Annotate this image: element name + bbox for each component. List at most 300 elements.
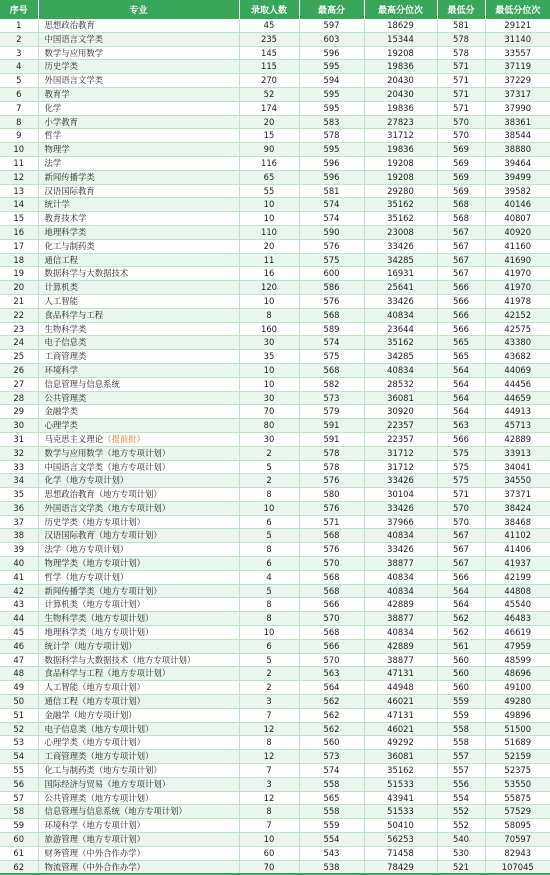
cell-admitted: 70 xyxy=(239,860,299,874)
cell-max-score: 576 xyxy=(299,294,364,308)
cell-max-rank: 44948 xyxy=(364,681,437,695)
cell-major xyxy=(38,750,239,764)
cell-major xyxy=(38,833,239,847)
cell-major xyxy=(38,253,239,267)
table-row xyxy=(0,736,550,750)
cell-index: 57 xyxy=(0,791,38,805)
cell-major xyxy=(38,198,239,212)
cell-index: 10 xyxy=(0,143,38,157)
cell-min-score: 566 xyxy=(437,432,485,446)
cell-max-score: 582 xyxy=(299,377,364,391)
major-name: 数学与应用数学 xyxy=(44,47,104,58)
major-plan-tag: （地方专项计划） xyxy=(94,765,162,776)
major-name: 心理学类 xyxy=(44,737,78,748)
major-plan-tag: （地方专项计划） xyxy=(61,544,129,555)
cell-max-score: 571 xyxy=(299,515,364,529)
cell-max-score: 568 xyxy=(299,363,364,377)
cell-index: 29 xyxy=(0,405,38,419)
table-row xyxy=(0,791,550,805)
cell-index: 26 xyxy=(0,363,38,377)
cell-max-score: 581 xyxy=(299,184,364,198)
cell-major xyxy=(38,405,239,419)
cell-max-rank: 31712 xyxy=(364,460,437,474)
cell-max-score: 576 xyxy=(299,501,364,515)
table-row xyxy=(0,819,550,833)
cell-min-score: 566 xyxy=(437,281,485,295)
major-plan-tag: （地方专项计划） xyxy=(78,737,145,748)
cell-max-rank: 46021 xyxy=(364,722,437,736)
cell-index: 6 xyxy=(0,87,38,101)
cell-max-rank: 42889 xyxy=(364,598,437,612)
cell-major xyxy=(38,225,239,239)
cell-admitted: 55 xyxy=(239,184,299,198)
table-row xyxy=(0,667,550,681)
major-name: 新闻传播学类 xyxy=(44,585,95,596)
cell-min-score: 566 xyxy=(437,308,485,322)
cell-major xyxy=(38,377,239,391)
cell-major xyxy=(38,419,239,433)
cell-index: 46 xyxy=(0,639,38,653)
cell-max-score: 595 xyxy=(299,60,364,74)
table-row xyxy=(0,777,550,791)
cell-index: 48 xyxy=(0,667,38,681)
cell-min-rank: 49280 xyxy=(485,695,550,709)
major-name: 数据科学与大数据技术 xyxy=(44,268,129,279)
cell-major xyxy=(38,294,239,308)
major-plan-tag: （地方专项计划） xyxy=(103,461,171,472)
cell-admitted: 174 xyxy=(239,101,299,115)
cell-major xyxy=(38,474,239,488)
cell-max-score: 578 xyxy=(299,129,364,143)
major-name: 统计学 xyxy=(44,199,70,210)
cell-max-score: 562 xyxy=(299,708,364,722)
major-name: 外国语言文学类 xyxy=(44,502,104,513)
cell-min-rank: 55875 xyxy=(485,791,550,805)
cell-max-rank: 28532 xyxy=(364,377,437,391)
cell-min-score: 570 xyxy=(437,115,485,129)
table-row xyxy=(0,184,550,198)
cell-min-score: 558 xyxy=(437,722,485,736)
cell-admitted: 2 xyxy=(239,667,299,681)
cell-index: 43 xyxy=(0,598,38,612)
cell-min-rank: 42152 xyxy=(485,308,550,322)
cell-min-rank: 45540 xyxy=(485,598,550,612)
cell-admitted: 116 xyxy=(239,156,299,170)
major-plan-tag: （地方专项计划） xyxy=(61,571,129,582)
header-admitted: 录取人数 xyxy=(239,0,299,19)
cell-admitted: 52 xyxy=(239,87,299,101)
cell-max-score: 597 xyxy=(299,19,364,32)
cell-max-rank: 33426 xyxy=(364,474,437,488)
cell-max-score: 568 xyxy=(299,570,364,584)
cell-major xyxy=(38,777,239,791)
cell-index: 33 xyxy=(0,460,38,474)
cell-max-rank: 29280 xyxy=(364,184,437,198)
table-body xyxy=(0,19,550,874)
major-name: 法学 xyxy=(44,544,62,555)
cell-admitted: 5 xyxy=(239,653,299,667)
cell-admitted: 11 xyxy=(239,253,299,267)
cell-min-score: 569 xyxy=(437,143,485,157)
cell-admitted: 3 xyxy=(239,777,299,791)
cell-min-score: 560 xyxy=(437,681,485,695)
cell-max-rank: 20430 xyxy=(364,74,437,88)
major-name: 统计学 xyxy=(44,640,70,651)
cell-min-rank: 42889 xyxy=(485,432,550,446)
major-plan-tag: （地方专项计划） xyxy=(78,516,145,527)
cell-min-rank: 40920 xyxy=(485,225,550,239)
table-row xyxy=(0,32,550,46)
table-row xyxy=(0,87,550,101)
cell-admitted: 145 xyxy=(239,46,299,60)
cell-major xyxy=(38,32,239,46)
cell-max-rank: 40834 xyxy=(364,584,437,598)
cell-index: 19 xyxy=(0,267,38,281)
cell-max-score: 573 xyxy=(299,391,364,405)
cell-min-score: 566 xyxy=(437,322,485,336)
cell-major xyxy=(38,129,239,143)
cell-index: 36 xyxy=(0,501,38,515)
cell-max-rank: 71458 xyxy=(364,846,437,860)
cell-max-rank: 38877 xyxy=(364,557,437,571)
major-plan-tag: （地方专项计划） xyxy=(78,834,145,845)
table-row xyxy=(0,419,550,433)
cell-admitted: 8 xyxy=(239,488,299,502)
table-row xyxy=(0,626,550,640)
cell-min-score: 552 xyxy=(437,819,485,833)
cell-max-rank: 49292 xyxy=(364,736,437,750)
cell-max-rank: 30920 xyxy=(364,405,437,419)
cell-min-score: 564 xyxy=(437,584,485,598)
cell-index: 3 xyxy=(0,46,38,60)
cell-index: 45 xyxy=(0,626,38,640)
cell-admitted: 5 xyxy=(239,460,299,474)
major-plan-tag: （提前批） xyxy=(103,433,145,444)
cell-index: 30 xyxy=(0,419,38,433)
cell-admitted: 12 xyxy=(239,722,299,736)
cell-major xyxy=(38,819,239,833)
table-row xyxy=(0,501,550,515)
table-row xyxy=(0,267,550,281)
cell-min-rank: 70597 xyxy=(485,833,550,847)
cell-admitted: 16 xyxy=(239,267,299,281)
cell-min-rank: 107045 xyxy=(485,860,550,874)
major-plan-tag: （地方专项计划） xyxy=(103,502,171,513)
cell-major xyxy=(38,239,239,253)
major-name: 生物科学类 xyxy=(44,323,87,334)
cell-min-score: 559 xyxy=(437,695,485,709)
cell-max-rank: 47131 xyxy=(364,667,437,681)
cell-major xyxy=(38,501,239,515)
cell-max-rank: 40834 xyxy=(364,570,437,584)
cell-index: 15 xyxy=(0,212,38,226)
cell-min-score: 554 xyxy=(437,791,485,805)
table-row xyxy=(0,695,550,709)
cell-max-score: 568 xyxy=(299,626,364,640)
cell-index: 49 xyxy=(0,681,38,695)
table-row xyxy=(0,294,550,308)
cell-max-rank: 47131 xyxy=(364,708,437,722)
cell-admitted: 65 xyxy=(239,170,299,184)
table-row xyxy=(0,391,550,405)
major-name: 生物科学类 xyxy=(44,613,87,624)
cell-admitted: 160 xyxy=(239,322,299,336)
table-row xyxy=(0,833,550,847)
cell-major xyxy=(38,308,239,322)
major-name: 食品科学与工程 xyxy=(44,309,104,320)
header-min-rank: 最低分位次 xyxy=(485,0,550,19)
cell-max-score: 574 xyxy=(299,198,364,212)
cell-admitted: 45 xyxy=(239,19,299,32)
major-name: 外国语言文学类 xyxy=(44,75,104,86)
cell-index: 44 xyxy=(0,612,38,626)
cell-max-score: 562 xyxy=(299,695,364,709)
cell-min-rank: 39499 xyxy=(485,170,550,184)
cell-admitted: 7 xyxy=(239,708,299,722)
cell-major xyxy=(38,267,239,281)
cell-min-rank: 42199 xyxy=(485,570,550,584)
header-min-score: 最低分 xyxy=(437,0,485,19)
cell-max-rank: 40834 xyxy=(364,308,437,322)
cell-max-rank: 37966 xyxy=(364,515,437,529)
major-name: 电子信息类 xyxy=(44,337,87,348)
cell-major xyxy=(38,557,239,571)
table-row xyxy=(0,846,550,860)
cell-min-score: 530 xyxy=(437,846,485,860)
cell-max-score: 566 xyxy=(299,639,364,653)
cell-max-rank: 19836 xyxy=(364,143,437,157)
major-name: 国际经济与贸易 xyxy=(44,778,104,789)
cell-min-rank: 53550 xyxy=(485,777,550,791)
cell-max-rank: 33426 xyxy=(364,543,437,557)
table-row xyxy=(0,570,550,584)
cell-major xyxy=(38,722,239,736)
cell-min-rank: 82943 xyxy=(485,846,550,860)
cell-min-rank: 41690 xyxy=(485,253,550,267)
cell-min-score: 568 xyxy=(437,198,485,212)
cell-admitted: 7 xyxy=(239,764,299,778)
major-plan-tag: （地方专项计划） xyxy=(119,806,187,817)
cell-max-rank: 33426 xyxy=(364,294,437,308)
cell-admitted: 15 xyxy=(239,129,299,143)
table-row xyxy=(0,253,550,267)
major-name: 汉语国际教育 xyxy=(44,185,95,196)
cell-admitted: 10 xyxy=(239,212,299,226)
table-row xyxy=(0,308,550,322)
cell-index: 55 xyxy=(0,764,38,778)
cell-max-score: 575 xyxy=(299,350,364,364)
major-plan-tag: （地方专项计划） xyxy=(69,709,137,720)
cell-max-rank: 33426 xyxy=(364,239,437,253)
cell-min-rank: 34041 xyxy=(485,460,550,474)
major-name: 人工智能 xyxy=(44,295,78,306)
cell-min-rank: 44456 xyxy=(485,377,550,391)
cell-min-score: 570 xyxy=(437,515,485,529)
cell-min-score: 564 xyxy=(437,598,485,612)
cell-max-score: 574 xyxy=(299,212,364,226)
cell-min-rank: 57529 xyxy=(485,805,550,819)
cell-index: 25 xyxy=(0,350,38,364)
major-name: 通信工程 xyxy=(44,254,78,265)
table-row xyxy=(0,557,550,571)
cell-min-score: 569 xyxy=(437,170,485,184)
cell-min-score: 570 xyxy=(437,501,485,515)
major-name: 数学与应用数学 xyxy=(44,447,104,458)
cell-min-rank: 44069 xyxy=(485,363,550,377)
cell-min-score: 562 xyxy=(437,626,485,640)
cell-admitted: 10 xyxy=(239,833,299,847)
cell-max-score: 600 xyxy=(299,267,364,281)
major-plan-tag: （地方专项计划） xyxy=(103,778,171,789)
cell-max-rank: 36081 xyxy=(364,391,437,405)
major-name: 旅游管理 xyxy=(44,834,78,845)
cell-min-rank: 39582 xyxy=(485,184,550,198)
cell-min-rank: 41937 xyxy=(485,557,550,571)
table-row xyxy=(0,584,550,598)
cell-max-score: 578 xyxy=(299,460,364,474)
major-plan-tag: （地方专项计划） xyxy=(128,654,196,665)
cell-index: 31 xyxy=(0,432,38,446)
cell-max-score: 564 xyxy=(299,681,364,695)
cell-major xyxy=(38,446,239,460)
major-name: 新闻传播学类 xyxy=(44,171,95,182)
cell-major xyxy=(38,460,239,474)
cell-major xyxy=(38,170,239,184)
cell-min-rank: 38468 xyxy=(485,515,550,529)
cell-max-score: 568 xyxy=(299,584,364,598)
table-row xyxy=(0,612,550,626)
cell-max-score: 543 xyxy=(299,846,364,860)
major-name: 计算机类 xyxy=(44,599,78,610)
cell-min-score: 570 xyxy=(437,129,485,143)
cell-min-score: 571 xyxy=(437,87,485,101)
cell-index: 56 xyxy=(0,777,38,791)
cell-max-score: 566 xyxy=(299,598,364,612)
cell-major xyxy=(38,19,239,32)
cell-major xyxy=(38,212,239,226)
cell-min-score: 557 xyxy=(437,764,485,778)
cell-major xyxy=(38,639,239,653)
cell-admitted: 20 xyxy=(239,115,299,129)
cell-min-rank: 44808 xyxy=(485,584,550,598)
major-plan-tag: （地方专项计划） xyxy=(69,640,137,651)
cell-max-rank: 18629 xyxy=(364,19,437,32)
major-name: 心理学类 xyxy=(44,420,78,431)
cell-min-score: 566 xyxy=(437,570,485,584)
cell-min-rank: 40807 xyxy=(485,212,550,226)
cell-min-rank: 37371 xyxy=(485,488,550,502)
table-row xyxy=(0,639,550,653)
cell-admitted: 5 xyxy=(239,529,299,543)
cell-min-rank: 42575 xyxy=(485,322,550,336)
cell-major xyxy=(38,653,239,667)
cell-max-rank: 36081 xyxy=(364,750,437,764)
cell-max-score: 596 xyxy=(299,46,364,60)
cell-admitted: 270 xyxy=(239,74,299,88)
cell-major xyxy=(38,46,239,60)
cell-max-score: 575 xyxy=(299,253,364,267)
cell-max-score: 580 xyxy=(299,488,364,502)
cell-index: 16 xyxy=(0,225,38,239)
table-row xyxy=(0,225,550,239)
major-name: 化学 xyxy=(44,475,62,486)
cell-max-rank: 34285 xyxy=(364,350,437,364)
major-plan-tag: （地方专项计划） xyxy=(86,613,154,624)
cell-min-score: 521 xyxy=(437,860,485,874)
cell-major xyxy=(38,115,239,129)
major-name: 金融学类 xyxy=(44,406,78,417)
cell-max-rank: 51533 xyxy=(364,805,437,819)
cell-max-score: 579 xyxy=(299,405,364,419)
cell-min-rank: 51689 xyxy=(485,736,550,750)
cell-index: 2 xyxy=(0,32,38,46)
cell-index: 11 xyxy=(0,156,38,170)
cell-major xyxy=(38,391,239,405)
table-row xyxy=(0,405,550,419)
cell-min-score: 568 xyxy=(437,212,485,226)
table-row xyxy=(0,74,550,88)
major-name: 公共管理类 xyxy=(44,392,87,403)
major-plan-tag: （地方专项计划） xyxy=(94,489,162,500)
cell-max-rank: 27823 xyxy=(364,115,437,129)
cell-min-score: 571 xyxy=(437,60,485,74)
major-name: 思想政治教育 xyxy=(44,20,95,30)
major-name: 汉语国际教育 xyxy=(44,530,95,541)
cell-major xyxy=(38,764,239,778)
cell-min-rank: 29121 xyxy=(485,19,550,32)
table-row xyxy=(0,198,550,212)
major-name: 环境科学 xyxy=(44,364,78,375)
cell-major xyxy=(38,515,239,529)
cell-min-rank: 41102 xyxy=(485,529,550,543)
cell-min-rank: 45713 xyxy=(485,419,550,433)
major-name: 公共管理类 xyxy=(44,792,87,803)
cell-max-rank: 15344 xyxy=(364,32,437,46)
cell-max-score: 574 xyxy=(299,764,364,778)
cell-min-rank: 44659 xyxy=(485,391,550,405)
cell-index: 35 xyxy=(0,488,38,502)
cell-major xyxy=(38,350,239,364)
cell-max-score: 558 xyxy=(299,805,364,819)
table-row xyxy=(0,19,550,32)
major-plan-tag: （地方专项计划） xyxy=(78,696,145,707)
cell-min-rank: 41978 xyxy=(485,294,550,308)
table-row xyxy=(0,708,550,722)
cell-max-score: 554 xyxy=(299,833,364,847)
cell-min-score: 557 xyxy=(437,750,485,764)
cell-max-score: 586 xyxy=(299,281,364,295)
cell-min-score: 565 xyxy=(437,350,485,364)
cell-max-rank: 56253 xyxy=(364,833,437,847)
major-name: 工商管理类 xyxy=(44,751,87,762)
cell-major xyxy=(38,681,239,695)
cell-admitted: 10 xyxy=(239,377,299,391)
major-name: 地理科学类 xyxy=(44,226,87,237)
cell-admitted: 6 xyxy=(239,515,299,529)
cell-min-rank: 40146 xyxy=(485,198,550,212)
table-row xyxy=(0,322,550,336)
cell-min-rank: 44913 xyxy=(485,405,550,419)
cell-min-rank: 31140 xyxy=(485,32,550,46)
cell-admitted: 120 xyxy=(239,281,299,295)
cell-major xyxy=(38,74,239,88)
cell-max-score: 591 xyxy=(299,419,364,433)
cell-major xyxy=(38,336,239,350)
cell-max-rank: 20430 xyxy=(364,87,437,101)
cell-min-score: 566 xyxy=(437,294,485,308)
header-row xyxy=(0,0,550,19)
table-row xyxy=(0,653,550,667)
